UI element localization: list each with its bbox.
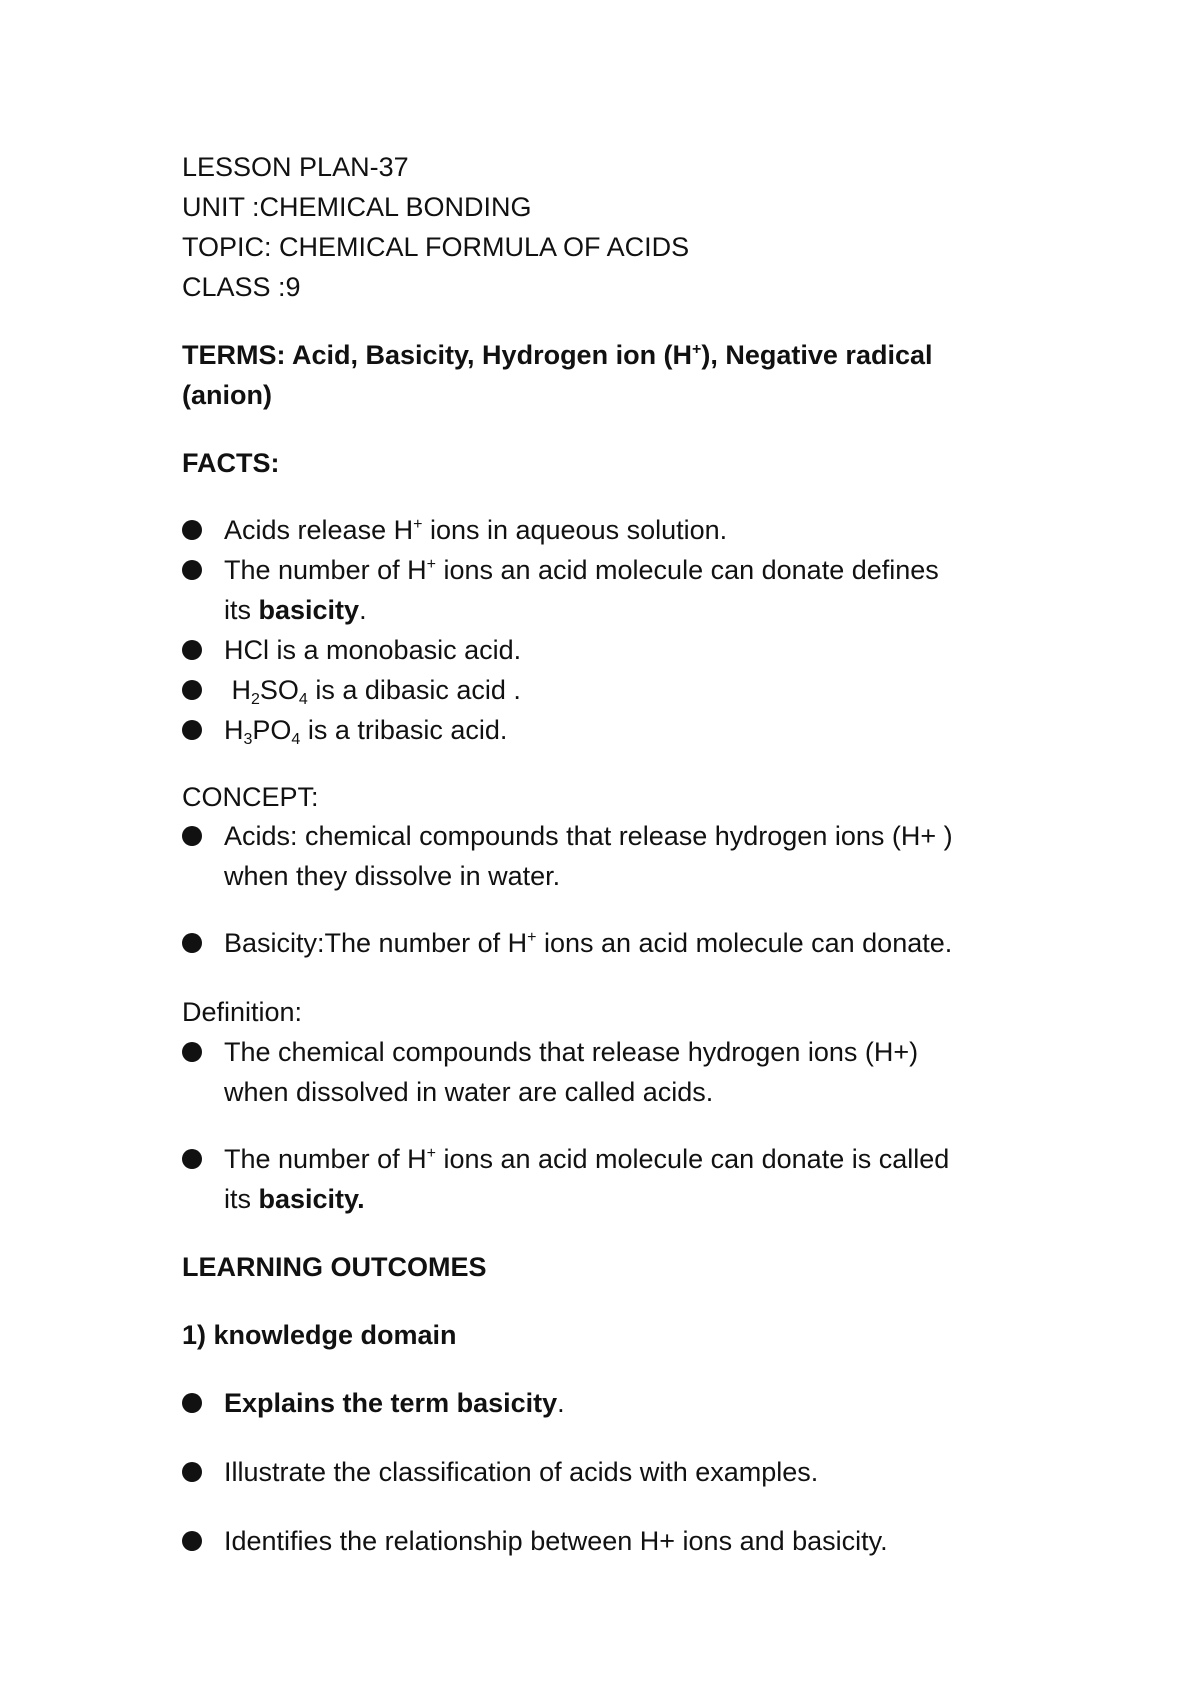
fact-item: HCl is a monobasic acid. [224,635,522,665]
definition-item: The number of H+ ions an acid molecule can donate is called [224,1144,950,1174]
terms-line: TERMS: Acid, Basicity, Hydrogen ion (H+), Negative radical [182,340,933,370]
definition-heading: Definition: [182,997,303,1027]
learning-outcomes-heading: LEARNING OUTCOMES [182,1252,487,1282]
fact-item-continued: its basicity. [224,595,367,625]
bullet-icon [182,720,202,740]
fact-item: The number of H+ ions an acid molecule can donate defines [224,555,939,585]
fact-item: $H_2SO_4$ is a dibasic acid . [224,675,521,708]
facts-heading: FACTS: [182,448,280,478]
bullet-icon [182,560,202,580]
bullet-icon [182,680,202,700]
bullet-icon [182,1462,202,1482]
fact-item: Acids release H+ ions in aqueous solution. [224,515,728,545]
knowledge-domain-heading: 1) knowledge domain [182,1320,457,1350]
bullet-icon [182,520,202,540]
definition-item-continued: its basicity. [224,1184,365,1214]
concept-item: Basicity:The number of H+ ions an acid molecule can donate. [224,928,953,958]
bullet-icon [182,1042,202,1062]
outcome-item: Identifies the relationship between H+ ions and basicity. [224,1526,888,1556]
concept-item-continued: when they dissolve in water. [224,861,561,891]
bullet-icon [182,1149,202,1169]
definition-item-continued: when dissolved in water are called acids. [224,1077,714,1107]
topic-line: TOPIC: CHEMICAL FORMULA OF ACIDS [182,232,690,262]
class-line: CLASS :9 [182,272,301,302]
lesson-plan-number: LESSON PLAN-37 [182,152,409,182]
fact-item: $H_3PO_4$ is a tribasic acid. [224,715,508,748]
outcome-item: Explains the term basicity. [224,1388,565,1418]
bullet-icon [182,1393,202,1413]
superscript-plus: + [692,341,702,358]
terms-line-continued: (anion) [182,380,272,410]
unit-line: UNIT :CHEMICAL BONDING [182,192,532,222]
concept-heading: CONCEPT: [182,782,319,812]
definition-item: The chemical compounds that release hydrogen ions (H+) [224,1037,919,1067]
bullet-icon [182,933,202,953]
bullet-icon [182,1531,202,1551]
bullet-icon [182,826,202,846]
outcome-item: Illustrate the classification of acids with examples. [224,1457,819,1487]
concept-item: Acids: chemical compounds that release hydrogen ions (H+ ) [224,821,953,851]
bullet-icon [182,640,202,660]
